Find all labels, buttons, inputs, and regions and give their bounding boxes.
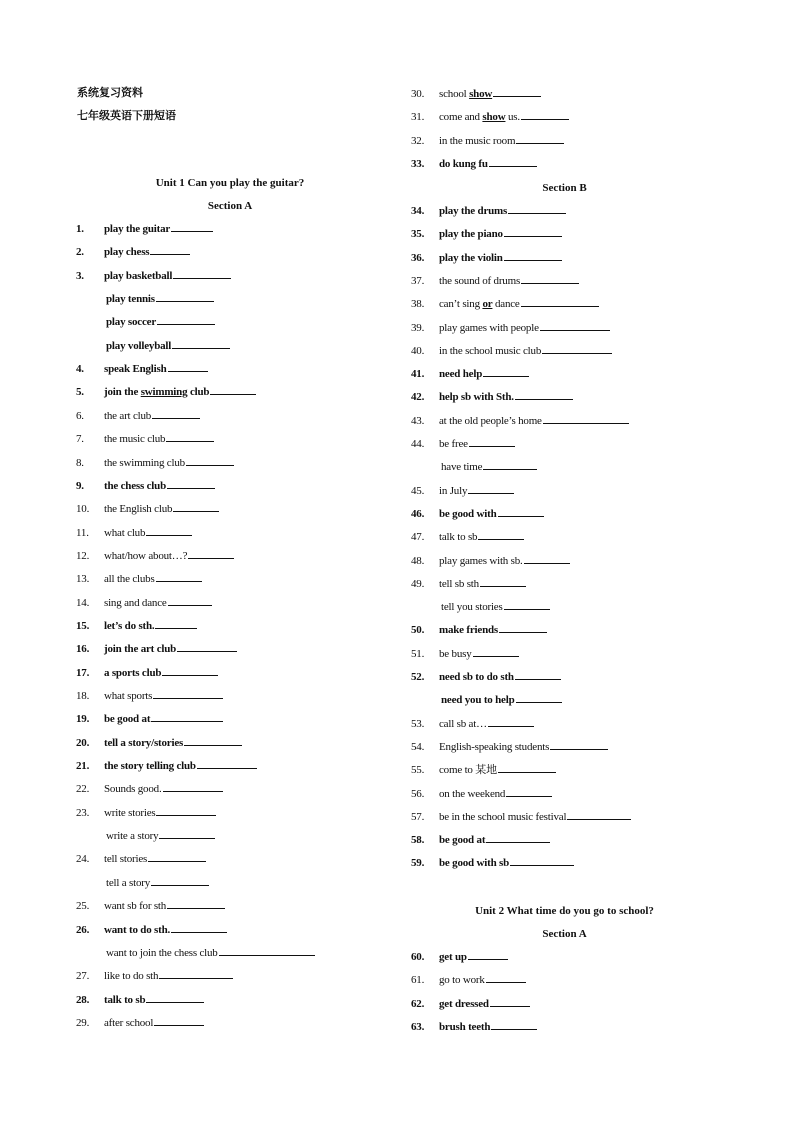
phrase-text [439, 297, 599, 311]
phrase-number: 56. [411, 787, 425, 800]
phrase-text-content: after school [104, 1016, 154, 1029]
phrase-text [439, 110, 569, 124]
answer-blank[interactable] [550, 740, 608, 750]
phrase-text-content: all the clubs [104, 573, 155, 586]
phrase-number: 59. [411, 857, 425, 870]
phrase-text-content: need help [439, 368, 483, 381]
phrase-number: 53. [411, 717, 425, 730]
phrase-text [441, 460, 537, 474]
phrase-text-content: want sb for sth [104, 900, 167, 913]
unit1-section-b: Section B [542, 182, 587, 194]
phrase-number: 41. [411, 368, 425, 381]
phrase-text [104, 852, 206, 866]
answer-blank[interactable] [166, 432, 214, 442]
phrase-text-post: club [187, 386, 210, 399]
phrase-text-content: play games with people [439, 321, 539, 334]
answer-blank[interactable] [498, 763, 556, 773]
answer-blank[interactable] [493, 87, 541, 97]
phrase-text-content: play soccer [106, 316, 157, 329]
phrase-text [439, 833, 550, 847]
phrase-number: 16. [76, 643, 90, 656]
phrase-text [106, 946, 315, 960]
phrase-number: 7. [76, 433, 84, 446]
phrase-number: 30. [411, 88, 425, 100]
phrase-number: 12. [76, 549, 90, 562]
phrase-text-content: write stories [104, 806, 156, 819]
answer-blank[interactable] [504, 600, 550, 610]
answer-blank[interactable] [197, 759, 257, 769]
answer-blank[interactable] [516, 693, 562, 703]
phrase-text [104, 993, 204, 1007]
answer-blank[interactable] [468, 484, 514, 494]
answer-blank[interactable] [171, 222, 213, 232]
phrase-text [439, 856, 574, 870]
phrase-text-content: play basketball [104, 269, 173, 282]
answer-blank[interactable] [524, 554, 570, 564]
phrase-text-content: make friends [439, 624, 499, 637]
unit1-title: Unit 1 Can you play the guitar? [155, 177, 305, 189]
phrase-text [104, 432, 214, 446]
answer-blank[interactable] [490, 997, 530, 1007]
phrase-text-content: the swimming club [104, 456, 185, 469]
phrase-text [104, 409, 200, 423]
phrase-number: 17. [76, 666, 90, 679]
phrase-text [104, 596, 212, 610]
phrase-text [104, 899, 225, 913]
phrase-text [439, 251, 562, 265]
phrase-text [439, 414, 629, 428]
phrase-text [106, 315, 215, 329]
phrase-text-content: the music club [104, 433, 166, 446]
phrase-text [106, 876, 209, 890]
phrase-text-content: at the old people’s home [439, 414, 542, 427]
phrase-number: 21. [76, 760, 90, 773]
phrase-text [439, 484, 514, 498]
unit1-section-a: Section A [207, 200, 253, 212]
phrase-text-content: play volleyball [106, 339, 172, 352]
phrase-number: 29. [76, 1016, 90, 1029]
phrase-text-content: on the weekend [439, 787, 506, 800]
answer-blank[interactable] [157, 315, 215, 325]
phrase-number: 24. [76, 853, 90, 866]
answer-blank[interactable] [540, 321, 610, 331]
phrase-text-pre: can’t sing [439, 298, 483, 311]
phrase-text [104, 245, 190, 259]
phrase-text-content: play the violin [439, 251, 503, 264]
phrase-text [104, 479, 215, 493]
phrase-number: 57. [411, 810, 425, 823]
answer-blank[interactable] [469, 437, 515, 447]
answer-blank[interactable] [567, 810, 631, 820]
answer-blank[interactable] [478, 530, 524, 540]
phrase-text-content: get dressed [439, 997, 489, 1010]
answer-blank[interactable] [168, 362, 208, 372]
phrase-number: 48. [411, 554, 425, 567]
phrase-number: 44. [411, 438, 425, 450]
answer-blank[interactable] [162, 666, 218, 676]
answer-blank[interactable] [504, 251, 562, 261]
answer-blank[interactable] [521, 110, 569, 120]
answer-blank[interactable] [159, 829, 215, 839]
phrase-text [104, 362, 208, 376]
answer-blank[interactable] [521, 297, 599, 307]
phrase-number: 15. [76, 619, 90, 632]
answer-blank[interactable] [167, 479, 215, 489]
phrase-number: 6. [76, 409, 84, 422]
phrase-text [104, 642, 237, 656]
phrase-text-content: tell a story [106, 876, 151, 889]
phrase-text [439, 530, 524, 544]
phrase-text [441, 600, 550, 614]
phrase-text-content: be good with [439, 507, 497, 520]
phrase-text-content: speak English [104, 363, 167, 376]
phrase-text-content: play the guitar [104, 223, 171, 235]
phrase-text-content: want to do sth. [104, 923, 171, 936]
phrase-text-content: the art club [104, 409, 152, 422]
phrase-number: 28. [76, 993, 90, 1006]
answer-blank[interactable] [515, 390, 573, 400]
phrase-text-content: come to 某地 [439, 764, 497, 777]
phrase-number: 20. [76, 736, 90, 749]
phrase-text-content: what sports [104, 690, 153, 702]
phrase-number: 4. [76, 363, 84, 376]
phrase-number: 34. [411, 205, 425, 217]
phrase-text [104, 619, 197, 633]
phrase-text [104, 806, 216, 820]
answer-blank[interactable] [173, 502, 219, 512]
phrase-text-pre: school [439, 88, 470, 100]
phrase-text [439, 507, 544, 521]
phrase-number: 36. [411, 251, 425, 264]
phrase-text [439, 810, 631, 824]
answer-blank[interactable] [159, 969, 233, 979]
phrase-text-content: get up [439, 951, 467, 963]
phrase-text [439, 717, 534, 731]
answer-blank[interactable] [210, 385, 256, 395]
phrase-number: 32. [411, 134, 425, 147]
phrase-text-content: play the drums [439, 205, 508, 217]
phrase-text [104, 1016, 204, 1030]
answer-blank[interactable] [219, 946, 315, 956]
phrase-number: 27. [76, 970, 90, 983]
phrase-text-content: do kung fu [439, 157, 488, 170]
answer-blank[interactable] [163, 782, 223, 792]
phrase-text-content: a sports club [104, 666, 162, 679]
phrase-text-content: brush teeth [439, 1020, 491, 1033]
phrase-text-content: be good at [439, 834, 486, 847]
answer-blank[interactable] [510, 856, 574, 866]
phrase-number: 2. [76, 246, 84, 259]
phrase-text [439, 740, 608, 754]
phrase-text [439, 950, 508, 964]
phrase-text-content: need sb to do sth [439, 671, 514, 683]
answer-blank[interactable] [488, 717, 534, 727]
phrase-text-content: in the music room [439, 134, 516, 147]
phrase-number: 51. [411, 647, 425, 660]
phrase-text-content: write a story [106, 830, 159, 843]
phrase-text-content: be in the school music festival [439, 810, 567, 823]
phrase-text-content: the story telling club [104, 760, 196, 773]
phrase-number: 19. [76, 713, 90, 726]
phrase-number: 33. [411, 157, 425, 170]
phrase-text [439, 647, 519, 661]
phrase-text-content: talk to sb [439, 531, 478, 544]
phrase-text-content: let’s do sth. [104, 619, 155, 632]
phrase-number: 63. [411, 1020, 425, 1033]
phrase-text [439, 344, 612, 358]
phrase-number: 23. [76, 806, 90, 819]
answer-blank[interactable] [152, 409, 200, 419]
unit2-title: Unit 2 What time do you go to school? [475, 905, 654, 917]
phrase-text-content: play chess [104, 246, 150, 259]
answer-blank[interactable] [146, 526, 192, 536]
phrase-text [104, 572, 202, 586]
answer-blank[interactable] [188, 549, 234, 559]
phrase-number: 11. [76, 526, 89, 539]
answer-blank[interactable] [491, 1020, 537, 1030]
answer-blank[interactable] [504, 227, 562, 237]
phrase-text [439, 763, 556, 777]
phrase-number: 62. [411, 997, 425, 1010]
phrase-text [439, 134, 564, 148]
phrase-text-content: play games with sb. [439, 554, 523, 567]
answer-blank[interactable] [151, 712, 223, 722]
phrase-number: 54. [411, 740, 425, 753]
phrase-number: 18. [76, 690, 90, 702]
phrase-number: 9. [76, 479, 84, 492]
phrase-text [104, 456, 234, 470]
answer-blank[interactable] [489, 157, 537, 167]
phrase-text [104, 269, 231, 283]
unit2-section-a: Section A [542, 928, 587, 940]
answer-blank[interactable] [167, 899, 225, 909]
answer-blank[interactable] [542, 344, 612, 354]
phrase-number: 25. [76, 900, 90, 913]
phrase-number: 13. [76, 573, 90, 586]
phrase-text-content: go to work [439, 974, 485, 987]
answer-blank[interactable] [516, 134, 564, 144]
phrase-text-content: English-speaking students [439, 740, 550, 753]
answer-blank[interactable] [543, 414, 629, 424]
phrase-text [441, 693, 562, 707]
answer-blank[interactable] [173, 269, 231, 279]
phrase-text-pre: come and [439, 111, 483, 124]
phrase-text [104, 689, 223, 703]
answer-blank[interactable] [480, 577, 526, 587]
phrase-text-emphasis: or [482, 298, 493, 311]
answer-blank[interactable] [156, 572, 202, 582]
phrase-text-content: play the piano [439, 228, 503, 241]
phrase-number: 14. [76, 596, 90, 609]
phrase-text [439, 437, 515, 451]
phrase-text [439, 157, 537, 171]
answer-blank[interactable] [155, 619, 197, 629]
phrase-text [439, 87, 541, 101]
phrase-text-content: need you to help [441, 694, 515, 707]
phrase-text [104, 923, 227, 937]
phrase-number: 55. [411, 764, 425, 777]
answer-blank[interactable] [521, 274, 579, 284]
phrase-text [106, 292, 214, 306]
phrase-text [104, 759, 257, 773]
phrase-number: 40. [411, 344, 425, 357]
phrase-number: 3. [76, 269, 84, 282]
answer-blank[interactable] [184, 736, 242, 746]
phrase-number: 39. [411, 321, 425, 334]
phrase-text-content: call sb at… [439, 717, 487, 730]
phrase-text [104, 666, 218, 680]
doc-header-line2: 七年级英语下册短语 [77, 110, 176, 122]
answer-blank[interactable] [156, 292, 214, 302]
phrase-text [104, 736, 242, 750]
answer-blank[interactable] [148, 852, 206, 862]
answer-blank[interactable] [168, 596, 212, 606]
answer-blank[interactable] [177, 642, 237, 652]
phrase-text [439, 274, 579, 288]
phrase-text-post: dance [492, 298, 520, 311]
answer-blank[interactable] [468, 950, 508, 960]
phrase-text-content: like to do sth [104, 970, 159, 983]
phrase-number: 61. [411, 974, 425, 987]
phrase-text [439, 973, 526, 987]
phrase-text-content: play tennis [106, 293, 155, 306]
phrase-text-content: in the school music club [439, 344, 542, 357]
phrase-text [439, 670, 561, 684]
phrase-number: 49. [411, 577, 425, 590]
phrase-text-emphasis: show [482, 111, 506, 124]
answer-blank[interactable] [473, 647, 519, 657]
phrase-text-content: be busy [439, 647, 472, 660]
answer-blank[interactable] [151, 876, 209, 886]
phrase-text-pre: join the [104, 386, 141, 399]
phrase-text [106, 829, 215, 843]
phrase-number: 8. [76, 456, 84, 469]
phrase-text-emphasis: swimming [140, 386, 188, 399]
phrase-text-content: be good at [104, 713, 151, 726]
phrase-text-content: be free [439, 438, 468, 450]
phrase-text [439, 321, 610, 335]
phrase-number: 47. [411, 531, 425, 544]
answer-blank[interactable] [508, 204, 566, 214]
phrase-number: 10. [76, 503, 90, 516]
phrase-text [439, 204, 566, 218]
answer-blank[interactable] [156, 806, 216, 816]
phrase-text-content: the sound of drums [439, 274, 521, 287]
phrase-text-content: in July [439, 484, 468, 497]
phrase-text [439, 1020, 537, 1034]
answer-blank[interactable] [499, 623, 547, 633]
phrase-number: 38. [411, 298, 425, 311]
phrase-number: 37. [411, 274, 425, 287]
phrase-text-content: tell a story/stories [104, 736, 184, 749]
phrase-text [439, 997, 530, 1011]
phrase-number: 43. [411, 414, 425, 427]
answer-blank[interactable] [515, 670, 561, 680]
answer-blank[interactable] [171, 923, 227, 933]
phrase-text-content: have time [441, 461, 483, 474]
answer-blank[interactable] [154, 1016, 204, 1026]
phrase-number: 52. [411, 671, 425, 683]
answer-blank[interactable] [186, 456, 234, 466]
phrase-text-content: help sb with Sth. [439, 391, 514, 404]
phrase-text [439, 554, 570, 568]
answer-blank[interactable] [483, 367, 529, 377]
phrase-text [104, 969, 233, 983]
phrase-number: 26. [76, 923, 90, 936]
answer-blank[interactable] [150, 245, 190, 255]
phrase-number: 45. [411, 484, 425, 497]
answer-blank[interactable] [153, 689, 223, 699]
phrase-text-content: tell you stories [441, 601, 503, 614]
phrase-number: 1. [76, 223, 84, 235]
phrase-text [104, 222, 213, 236]
answer-blank[interactable] [498, 507, 544, 517]
phrase-text-content: what club [104, 526, 146, 539]
answer-blank[interactable] [486, 833, 550, 843]
phrase-text-content: tell stories [104, 853, 148, 866]
phrase-text [439, 577, 526, 591]
phrase-text [104, 549, 234, 563]
phrase-text-content: be good with sb [439, 857, 510, 870]
phrase-text [439, 227, 562, 241]
phrase-number: 42. [411, 391, 425, 404]
phrase-number: 46. [411, 507, 425, 520]
phrase-text [104, 526, 192, 540]
phrase-text [104, 385, 256, 399]
phrase-text [439, 623, 547, 637]
phrase-text-content: talk to sb [104, 993, 146, 1006]
phrase-number: 50. [411, 624, 425, 637]
answer-blank[interactable] [172, 339, 230, 349]
phrase-text-content: join the art club [104, 643, 177, 656]
phrase-number: 60. [411, 951, 425, 963]
phrase-text-content: Sounds good. [104, 783, 162, 796]
phrase-text [439, 390, 573, 404]
phrase-text-content: want to join the chess club [106, 946, 218, 959]
phrase-number: 58. [411, 834, 425, 847]
phrase-text-content: tell sb sth [439, 577, 479, 590]
phrase-text [104, 712, 223, 726]
answer-blank[interactable] [486, 973, 526, 983]
answer-blank[interactable] [483, 460, 537, 470]
phrase-text-content: the English club [104, 503, 173, 516]
answer-blank[interactable] [506, 787, 552, 797]
phrase-text-content: what/how about…? [104, 549, 188, 562]
phrase-text-content: sing and dance [104, 596, 167, 609]
phrase-text-emphasis: show [469, 88, 493, 100]
phrase-number: 22. [76, 783, 90, 796]
phrase-text [439, 787, 552, 801]
phrase-number: 31. [411, 111, 425, 124]
phrase-text [106, 339, 230, 353]
phrase-number: 35. [411, 228, 425, 241]
phrase-text [439, 367, 529, 381]
phrase-text-post: us. [505, 111, 520, 124]
doc-header-line1: 系统复习资料 [77, 87, 143, 99]
answer-blank[interactable] [146, 993, 204, 1003]
phrase-text [104, 502, 219, 516]
phrase-text-content: the chess club [104, 479, 166, 492]
phrase-number: 5. [76, 386, 84, 399]
phrase-text [104, 782, 223, 796]
